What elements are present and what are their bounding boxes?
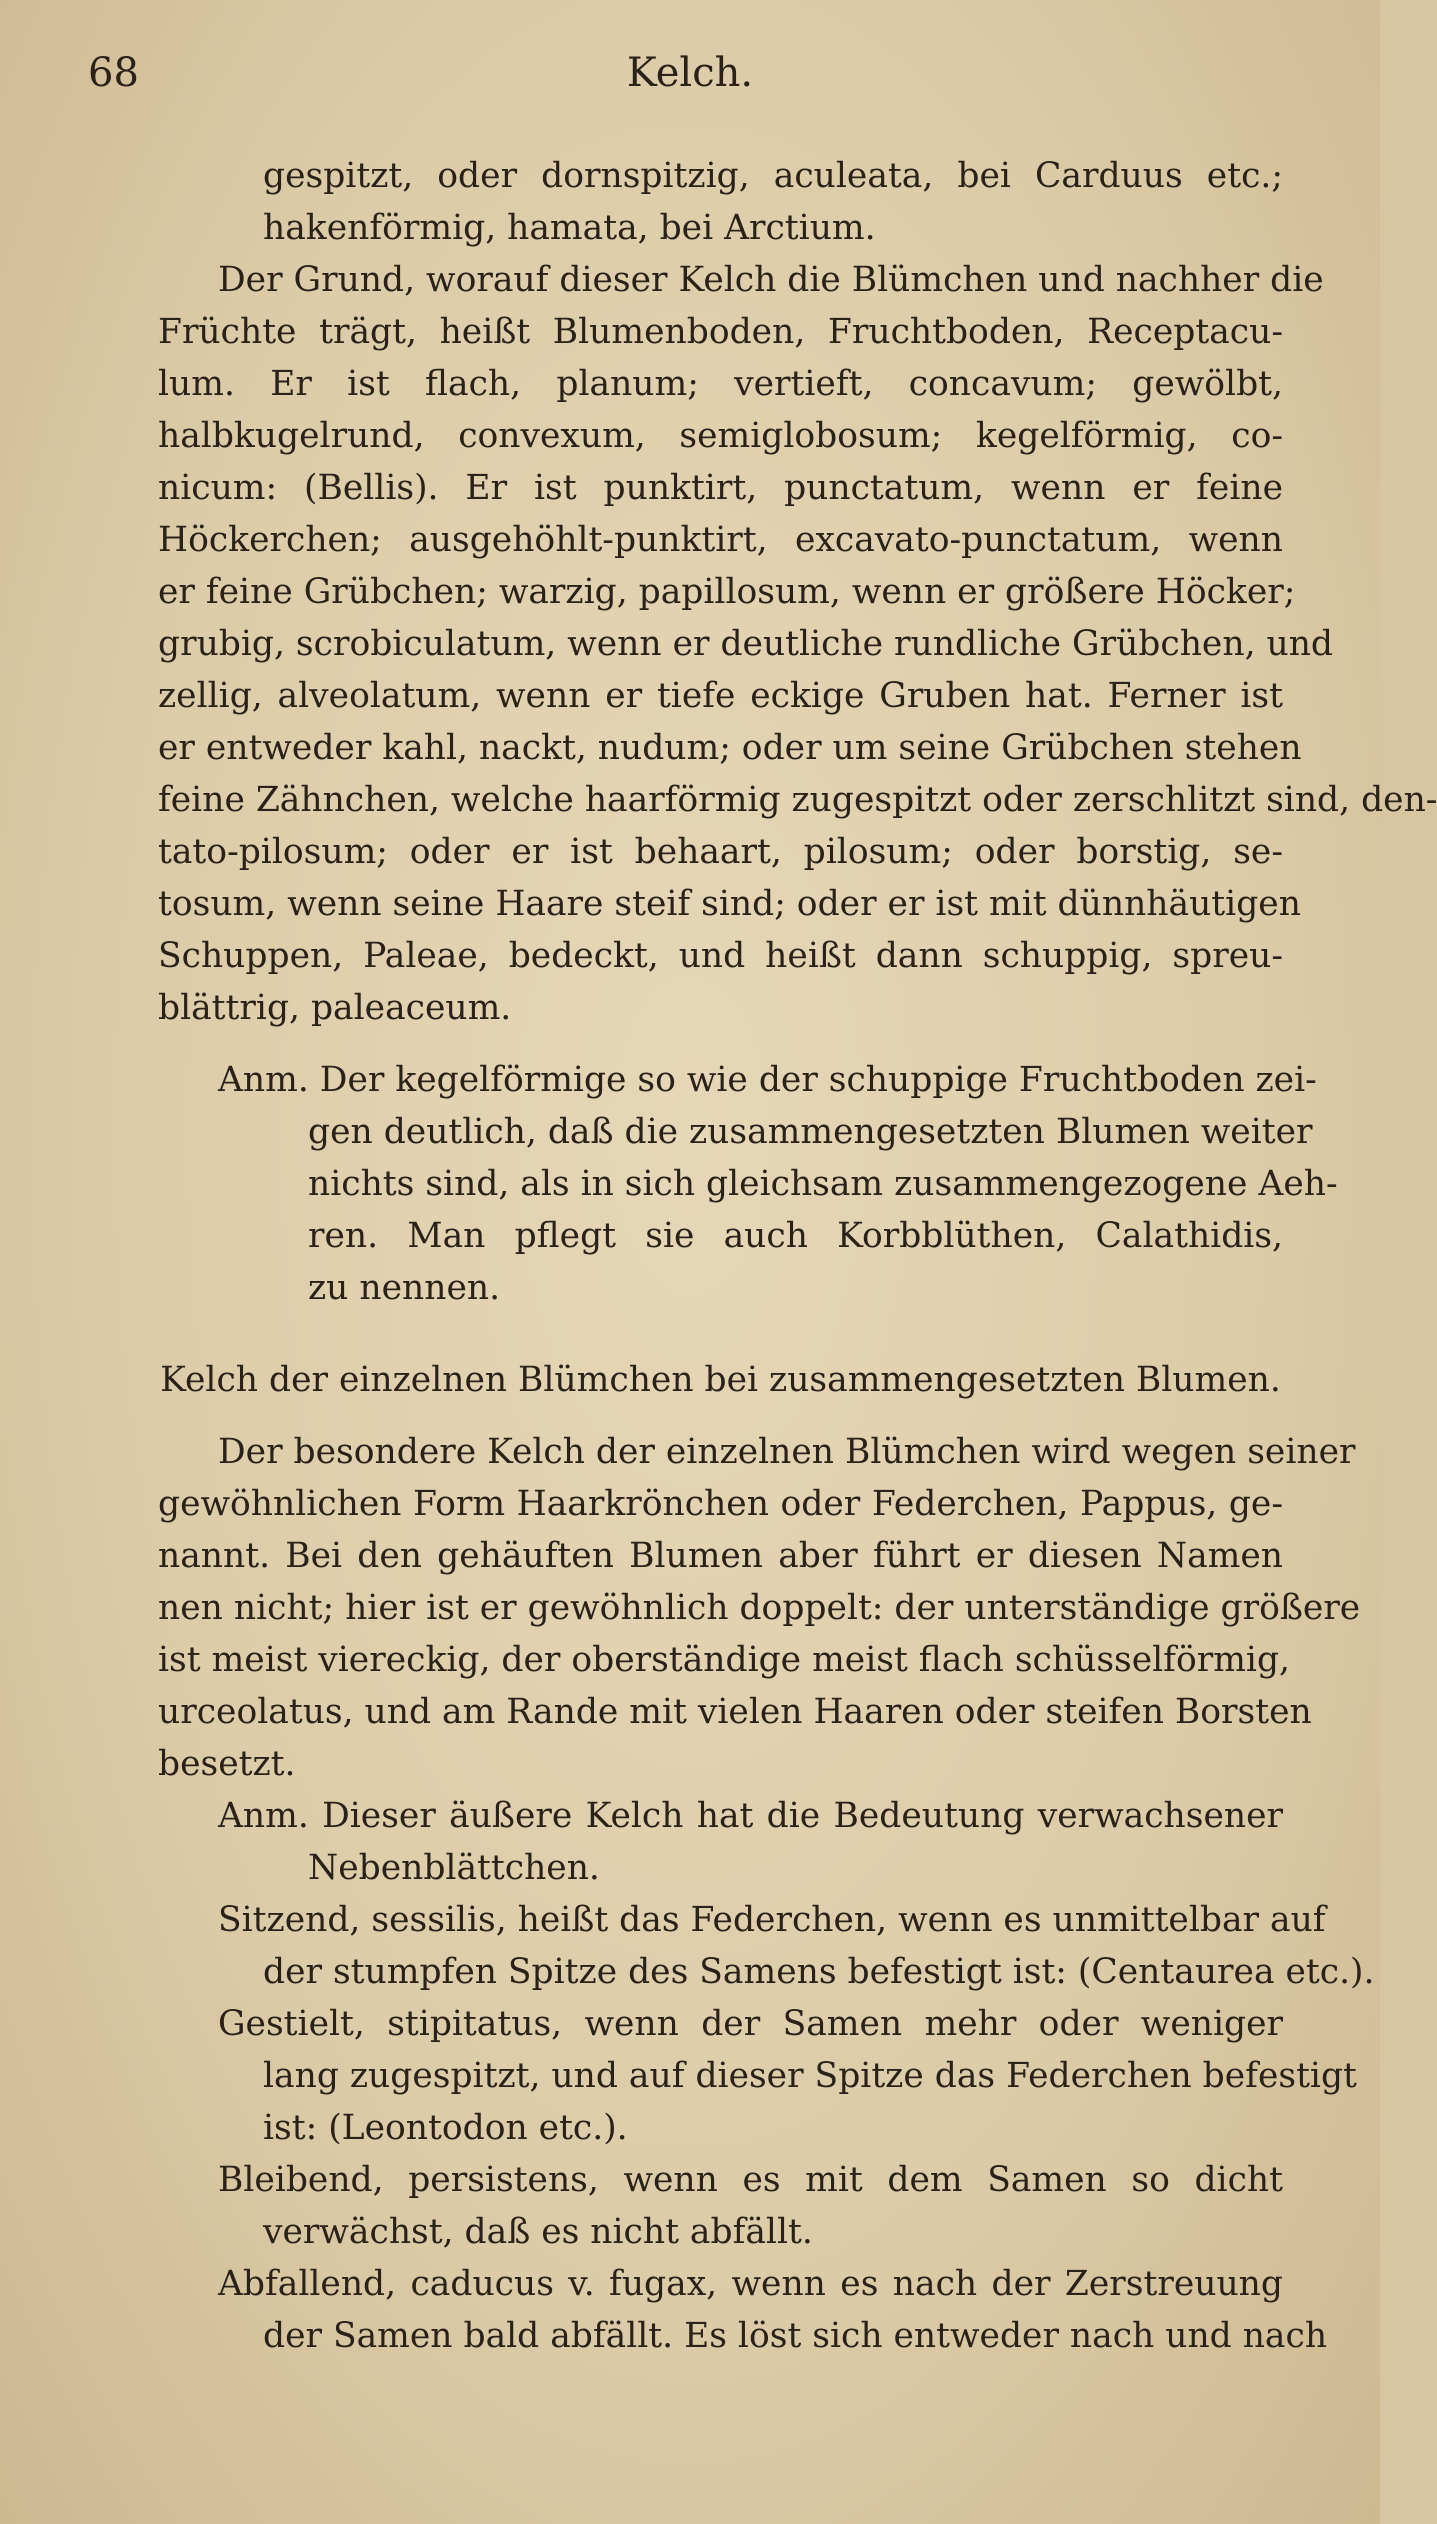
text-line: Der besondere Kelch der einzelnen Blümchen wird wegen seiner: [218, 1432, 1356, 1472]
text-line: blättrig, paleaceum.: [158, 988, 512, 1028]
list-item: verwächst, daß es nicht abfällt.: [263, 2212, 813, 2252]
text-line: er entweder kahl, nackt, nudum; oder um seine Grübchen stehen: [158, 728, 1302, 768]
list-item: Sitzend, sessilis, heißt das Federchen, wenn es unmittelbar auf: [218, 1900, 1326, 1940]
note-line: Anm. Dieser äußere Kelch hat die Bedeutung verwachsener: [218, 1796, 1283, 1836]
text-line: besetzt.: [158, 1744, 296, 1784]
text-line: nannt. Bei den gehäuften Blumen aber führt er diesen Namen: [158, 1536, 1283, 1576]
text-line: Schuppen, Paleae, bedeckt, und heißt dann schuppig, spreu-: [158, 936, 1283, 976]
note-line: Nebenblättchen.: [308, 1848, 600, 1888]
text-line: zellig, alveolatum, wenn er tiefe eckige Gruben hat. Ferner ist: [158, 676, 1283, 716]
list-item: Gestielt, stipitatus, wenn der Samen mehr oder weniger: [218, 2004, 1283, 2044]
text-line: nicum: (Bellis). Er ist punktirt, punctatum, wenn er feine: [158, 468, 1283, 508]
note-line: zu nennen.: [308, 1268, 501, 1308]
note-line: nichts sind, als in sich gleichsam zusammengezogene Aeh-: [308, 1164, 1338, 1204]
text-line: er feine Grübchen; warzig, papillosum, wenn er größere Höcker;: [158, 572, 1296, 612]
text-line: ist meist viereckig, der oberständige meist flach schüsselförmig,: [158, 1640, 1291, 1680]
list-item: Bleibend, persistens, wenn es mit dem Samen so dicht: [218, 2160, 1283, 2200]
text-line: gespitzt, oder dornspitzig, aculeata, bei Carduus etc.;: [263, 156, 1283, 196]
list-item: ist: (Leontodon etc.).: [263, 2108, 628, 2148]
body-text: [158, 150, 1437, 2362]
text-line: gewöhnlichen Form Haarkrönchen oder Federchen, Pappus, ge-: [158, 1484, 1283, 1524]
note-line: Anm. Der kegelförmige so wie der schuppige Fruchtboden zei-: [218, 1060, 1317, 1100]
text-line: lum. Er ist flach, planum; vertieft, concavum; gewölbt,: [158, 364, 1283, 404]
text-line: tato-pilosum; oder er ist behaart, pilosum; oder borstig, se-: [158, 832, 1283, 872]
list-item: Abfallend, caducus v. fugax, wenn es nach der Zerstreuung: [218, 2264, 1283, 2304]
note-line: ren. Man pflegt sie auch Korbblüthen, Calathidis,: [308, 1216, 1283, 1256]
text-line: grubig, scrobiculatum, wenn er deutliche rundliche Grübchen, und: [158, 624, 1334, 664]
running-head: Kelch.: [626, 50, 754, 96]
page-number: 68: [88, 50, 139, 96]
text-line: tosum, wenn seine Haare steif sind; oder er ist mit dünnhäutigen: [158, 884, 1301, 924]
text-line: nen nicht; hier ist er gewöhnlich doppelt: der unterständige größere: [158, 1588, 1361, 1628]
text-line: Früchte trägt, heißt Blumenboden, Fruchtboden, Receptacu-: [158, 312, 1283, 352]
list-item: der Samen bald abfällt. Es löst sich entweder nach und nach: [263, 2316, 1328, 2356]
text-line: feine Zähnchen, welche haarförmig zugespitzt oder zerschlitzt sind, den-: [158, 780, 1437, 820]
text-line: urceolatus, und am Rande mit vielen Haaren oder steifen Borsten: [158, 1692, 1312, 1732]
list-item: lang zugespitzt, und auf dieser Spitze das Federchen befestigt: [263, 2056, 1357, 2096]
list-item: der stumpfen Spitze des Samens befestigt ist: (Centaurea etc.).: [263, 1952, 1375, 1992]
section-heading: Kelch der einzelnen Blümchen bei zusammengesetzten Blumen.: [160, 1360, 1281, 1400]
text-line: hakenförmig, hamata, bei Arctium.: [263, 208, 876, 248]
text-line: Höckerchen; ausgehöhlt-punktirt, excavato-punctatum, wenn: [158, 520, 1283, 560]
text-line: Der Grund, worauf dieser Kelch die Blümchen und nachher die: [218, 260, 1324, 300]
text-line: halbkugelrund, convexum, semiglobosum; kegelförmig, co-: [158, 416, 1283, 456]
page-header: [88, 50, 1292, 110]
note-line: gen deutlich, daß die zusammengesetzten Blumen weiter: [308, 1112, 1313, 1152]
